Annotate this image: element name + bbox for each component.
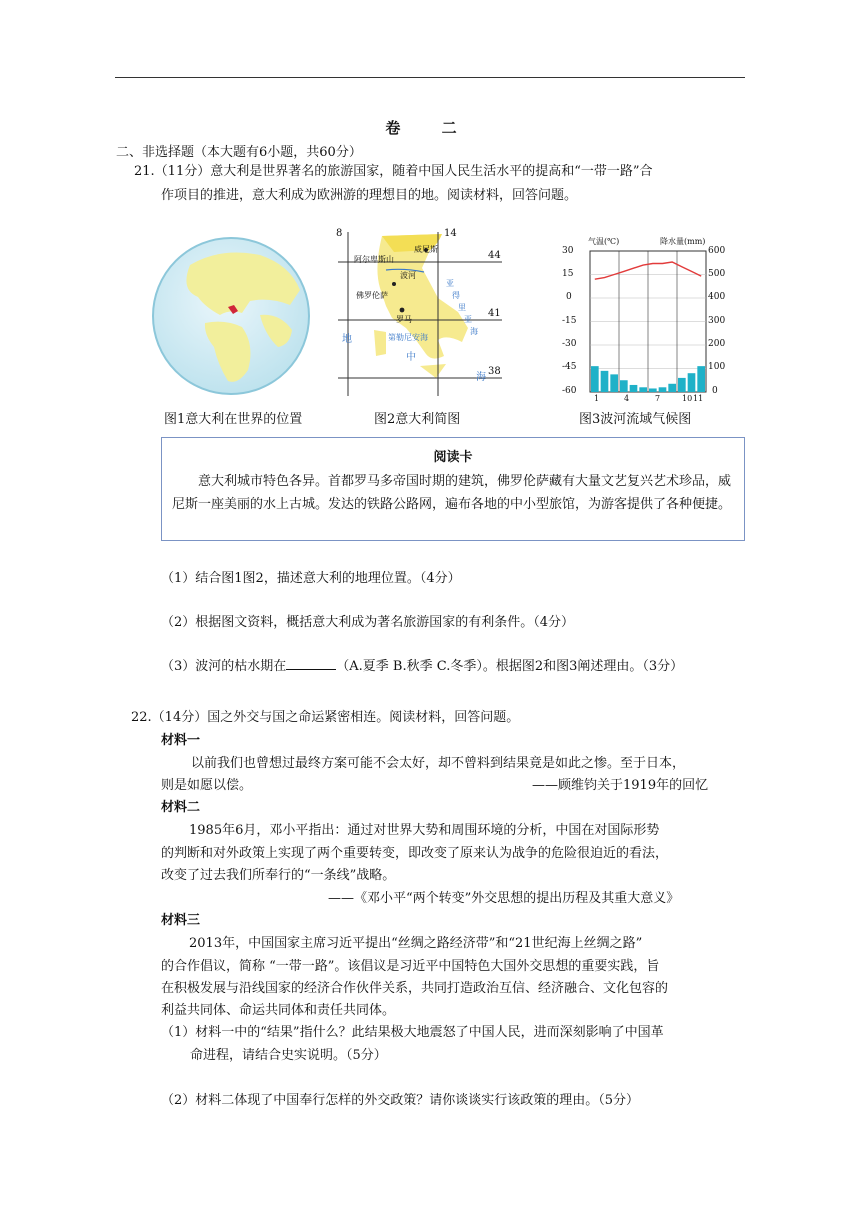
map-adriatic-3: 里 — [458, 303, 466, 312]
q22-m1-source: ——顾维钧关于1919年的回忆 — [532, 778, 709, 793]
map-florence: 佛罗伦萨 — [356, 291, 388, 300]
map-alps: 阿尔卑斯山 — [354, 255, 394, 264]
climate-chart — [562, 236, 726, 406]
q22-sub1-line1: （1）材料一中的“结果”指什么？此结果极大地震怒了中国人民，进而深刻影响了中国革 — [161, 1025, 664, 1040]
map-med-3: 海 — [476, 372, 486, 383]
italy-map — [334, 228, 504, 398]
q21-sub3-blank[interactable] — [286, 657, 336, 670]
map-lat-38: 38 — [488, 366, 501, 377]
map-rome: 罗马 — [396, 315, 412, 324]
q21-sub3-pre: （3）波河的枯水期在 — [161, 659, 287, 674]
q22-m1-line1: 以前我们也曾想过最终方案可能不会太好，却不曾料到结果竟是如此之惨。至于日本， — [191, 756, 686, 771]
q22-m1-line2: 则是如愿以偿。 — [161, 778, 253, 793]
q22-m3-line1: 2013年，中国国家主席习近平提出“丝绸之路经济带”和“21世纪海上丝绸之路” — [189, 936, 643, 951]
precip-bar-4 — [620, 380, 628, 392]
chart-right-tick-3: 300 — [708, 316, 726, 326]
q22-m3-line2: 的合作倡议，简称 “一带一路”。该倡议是习近平中国特色大国外交思想的重要实践，旨 — [161, 959, 660, 974]
reading-card-body — [172, 470, 734, 516]
q22-m3-line4: 利益共同体、命运共同体和责任共同体。 — [161, 1003, 396, 1018]
chart-left-tick-5: -45 — [562, 362, 577, 372]
map-adriatic-5: 海 — [470, 327, 478, 336]
precip-bar-11 — [688, 373, 696, 392]
q22-m2-line3: 改变了过去我们所奉行的“一条线”战略。 — [161, 868, 396, 883]
header-rule — [115, 77, 745, 78]
map-med-2: 中 — [406, 352, 416, 363]
chart-right-tick-1: 500 — [708, 269, 726, 279]
precip-bar-9 — [668, 384, 676, 392]
precip-bar-12 — [697, 366, 705, 392]
map-po-river: 波河 — [400, 271, 416, 280]
section-title: 卷 二 — [385, 119, 475, 137]
q22-stem: 22.（14分）国之外交与国之命运紧密相连。阅读材料，回答问题。 — [131, 710, 520, 725]
map-lat-41: 41 — [488, 308, 501, 319]
chart-right-axis-title: 降水量(mm) — [660, 237, 706, 246]
fig1-caption: 图1意大利在世界的位置 — [164, 412, 303, 427]
precip-bar-5 — [630, 385, 638, 392]
q21-stem-line2: 作项目的推进，意大利成为欧洲游的理想目的地。阅读材料，回答问题。 — [161, 188, 578, 203]
chart-left-axis-title: 气温(℃) — [588, 237, 620, 246]
chart-left-tick-2: 0 — [566, 292, 572, 302]
chart-x-tick-10: 10 — [682, 394, 693, 403]
q21-sub3 — [161, 655, 683, 674]
fig3-caption: 图3波河流域气候图 — [579, 412, 692, 427]
chart-left-tick-1: 15 — [562, 269, 574, 279]
map-lon-8: 8 — [336, 228, 343, 239]
q21-sub2: （2）根据图文资料，概括意大利成为著名旅游国家的有利条件。（4分） — [161, 615, 575, 630]
chart-right-tick-6: 0 — [712, 386, 718, 396]
precip-bar-6 — [639, 387, 647, 392]
chart-right-tick-0: 600 — [708, 246, 726, 256]
map-tyrrhenian: 第勒尼安海 — [388, 333, 428, 342]
precip-bar-1 — [591, 366, 599, 392]
precip-bar-2 — [601, 371, 609, 392]
q22-m2-line2: 的判断和对外政策上实现了两个重要转变，即改变了原来认为战争的危险很迫近的看法， — [161, 846, 669, 861]
reading-card-text: 意大利城市特色各异。首都罗马多帝国时期的建筑，佛罗伦萨藏有大量文艺复兴艺术珍品，威尼斯一座美丽的水上古城。发达的铁路公路网，遍布各地的中小型旅馆，为游客提供了各种便捷。 — [172, 474, 732, 512]
q22-m1-title: 材料一 — [161, 733, 201, 748]
section-intro: 二、非选择题（本大题有6小题，共60分） — [116, 145, 362, 160]
q22-m2-title: 材料二 — [161, 800, 201, 815]
globe-figure — [150, 235, 312, 397]
map-adriatic-1: 亚 — [446, 279, 454, 288]
q22-m3-title: 材料三 — [161, 913, 201, 928]
chart-right-tick-4: 200 — [708, 339, 726, 349]
reading-card — [161, 437, 745, 541]
q22-m3-line3: 在积极发展与沿线国家的经济合作伙伴关系，共同打造政治互信、经济融合、文化包容的 — [161, 981, 669, 996]
map-adriatic-2: 得 — [452, 291, 460, 300]
chart-left-tick-0: 30 — [562, 246, 574, 256]
reading-card-title: 阅读卡 — [433, 450, 473, 465]
chart-left-tick-4: -30 — [562, 339, 577, 349]
q21-sub3-post: （A.夏季 B.秋季 C.冬季）。根据图2和图3阐述理由。（3分） — [336, 659, 684, 674]
map-lat-44: 44 — [488, 250, 501, 261]
precip-bar-10 — [678, 378, 686, 392]
chart-right-tick-5: 100 — [708, 362, 726, 372]
chart-right-tick-2: 400 — [708, 292, 726, 302]
q21-sub1: （1）结合图1图2，描述意大利的地理位置。（4分） — [161, 571, 461, 586]
fig2-caption: 图2意大利简图 — [374, 412, 461, 427]
chart-x-tick-7: 7 — [655, 394, 661, 403]
map-lon-14: 14 — [444, 228, 457, 239]
chart-x-tick-1: 1 — [594, 394, 600, 403]
chart-left-tick-3: -15 — [562, 316, 577, 326]
q22-m2-source: ——《邓小平“两个转变”外交思想的提出历程及其重大意义》 — [328, 891, 680, 906]
map-med-1: 地 — [342, 334, 352, 345]
precip-bar-3 — [610, 374, 618, 392]
q21-stem-line1: 21.（11分）意大利是世界著名的旅游国家，随着中国人民生活水平的提高和“一带一路”合 — [134, 164, 653, 179]
precip-bar-8 — [659, 387, 667, 392]
chart-x-tick-4: 4 — [624, 394, 630, 403]
precip-bar-7 — [649, 388, 657, 392]
chart-left-tick-6: -60 — [562, 386, 577, 396]
q22-sub1-line2: 命进程，请结合史实说明。（5分） — [190, 1048, 387, 1063]
chart-x-tick-11: 11 — [693, 394, 704, 403]
q22-m2-line1: 1985年6月，邓小平指出：通过对世界大势和周围环境的分析，中国在对国际形势 — [189, 823, 660, 838]
q22-sub2: （2）材料二体现了中国奉行怎样的外交政策？请你谈谈实行该政策的理由。（5分） — [161, 1093, 640, 1108]
map-venice: 威尼斯 — [414, 245, 438, 254]
map-adriatic-4: 亚 — [464, 315, 472, 324]
